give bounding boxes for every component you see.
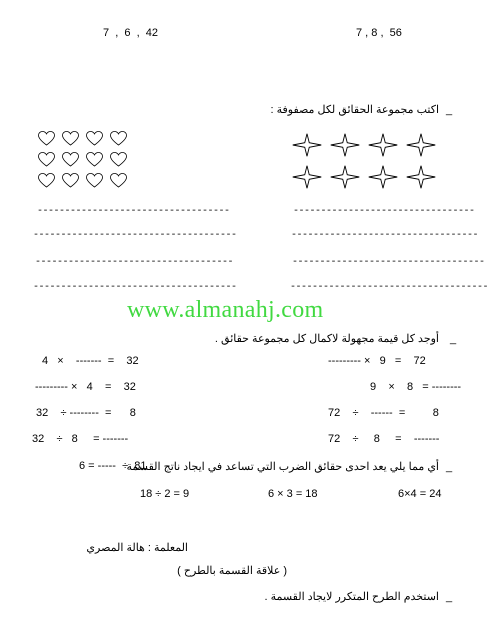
option-a[interactable]: 6×4 = 24	[398, 488, 442, 500]
heart-icon	[86, 152, 103, 167]
heart-array	[38, 131, 134, 194]
option-b[interactable]: 6 × 3 = 18	[268, 488, 318, 500]
equation-right-2: 9 × 8 = --------	[370, 381, 462, 393]
four-point-star-icon	[292, 133, 322, 157]
answer-line[interactable]: -----------------------------------	[37, 206, 230, 217]
answer-line[interactable]: ---------------------------------	[293, 206, 475, 217]
answer-line[interactable]: ------------------------------------	[35, 257, 234, 268]
heart-icon	[110, 173, 127, 188]
heart-icon	[62, 131, 79, 146]
heart-icon	[110, 131, 127, 146]
equation-right-1: --------- × 9 = 72	[328, 355, 426, 367]
answer-line[interactable]: -----------------------------------	[292, 257, 485, 268]
four-point-star-icon	[292, 165, 322, 189]
number-set-right: 7 , 8 , 56	[356, 27, 402, 39]
mc-equation: 18 ÷ ----- = 6	[79, 460, 147, 472]
bullet-dash: _	[446, 591, 453, 603]
heart-icon	[38, 173, 55, 188]
star-array	[292, 133, 444, 197]
number-set-left: 7 , 6 , 42	[103, 27, 159, 39]
bullet-dash: _	[446, 104, 453, 116]
division-title: ( علاقة القسمة بالطرح )	[177, 565, 287, 577]
fact-family-instruction: اكتب مجموعة الحقائق لكل مصفوفة :	[270, 104, 439, 116]
equation-left-3: 32 ÷ -------- = 8	[36, 407, 136, 419]
heart-icon	[62, 173, 79, 188]
teacher-name: المعلمة : هالة المصري	[86, 542, 188, 554]
answer-line[interactable]: -------------------------------------	[33, 230, 237, 241]
bullet-dash: _	[446, 461, 453, 473]
four-point-star-icon	[330, 165, 360, 189]
four-point-star-icon	[368, 165, 398, 189]
answer-line[interactable]: ------------------------------------	[290, 282, 489, 293]
option-c[interactable]: 18 ÷ 2 = 9	[140, 488, 190, 500]
equation-right-3: 72 ÷ ------ = 8	[328, 407, 439, 419]
bullet-dash: _	[450, 333, 457, 345]
heart-icon	[38, 131, 55, 146]
equation-right-4: 72 ÷ 8 = -------	[328, 433, 440, 445]
unknown-instruction: أوجد كل قيمة مجهولة لاكمال كل مجموعة حقائق .	[214, 333, 439, 345]
answer-line[interactable]: ----------------------------------	[291, 230, 479, 241]
equation-left-4: 32 ÷ 8 = -------	[32, 433, 129, 445]
mc-question: أي مما يلي يعد احدى حقائق الضرب التي تساعد في ايجاد ناتج القسمة	[126, 461, 439, 473]
four-point-star-icon	[330, 133, 360, 157]
division-instruction: استخدم الطرح المتكرر لايجاد القسمة .	[264, 591, 439, 603]
heart-icon	[86, 131, 103, 146]
equation-left-1: 4 × ------- = 32	[42, 355, 139, 367]
heart-icon	[38, 152, 55, 167]
watermark: www.almanahj.com	[127, 297, 324, 323]
equation-left-2: --------- × 4 = 32	[35, 381, 136, 393]
heart-icon	[110, 152, 127, 167]
four-point-star-icon	[406, 165, 436, 189]
four-point-star-icon	[368, 133, 398, 157]
heart-icon	[86, 173, 103, 188]
answer-line[interactable]: -------------------------------------	[33, 282, 237, 293]
four-point-star-icon	[406, 133, 436, 157]
heart-icon	[62, 152, 79, 167]
